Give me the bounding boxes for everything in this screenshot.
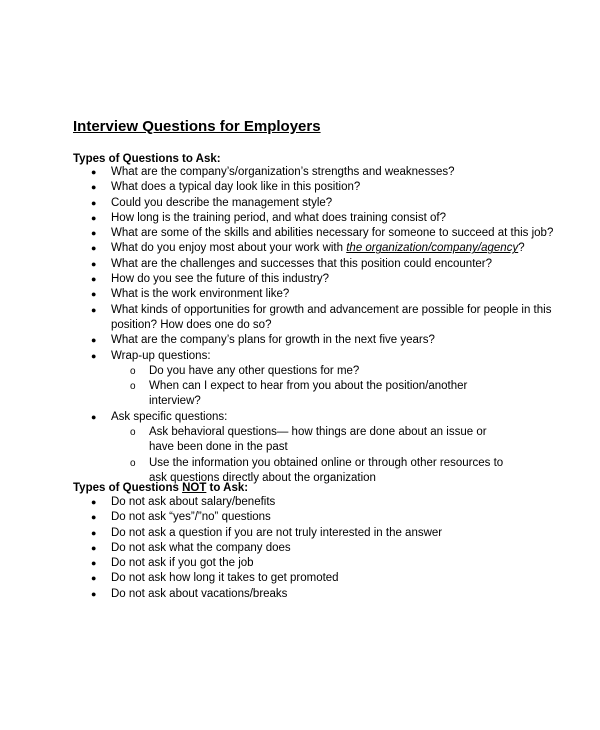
bullet-icon: ● (91, 350, 97, 361)
bullet-icon: ● (91, 167, 97, 177)
bullet-icon: ● (91, 243, 97, 254)
section-heading-not-ask: Types of Questions NOT to Ask: (73, 482, 249, 494)
bullet-icon: ● (91, 258, 97, 269)
list-item: ● Do not ask a question if you are not truly interested in the answer (73, 526, 573, 541)
bullet-icon: ● (91, 289, 97, 300)
bullet-icon: ● (91, 411, 97, 422)
list-item: ● Do not ask about vacations/breaks (73, 587, 573, 602)
bullet-icon: ● (91, 512, 97, 523)
bullet-icon: ● (91, 274, 97, 285)
sub-list-item: o Ask behavioral questions— how things are done about an issue or have been done in the past (130, 426, 487, 454)
list-item: ● Do not ask “yes”/”no” questions (73, 510, 573, 525)
list-item: ● Do not ask about salary/benefits (73, 495, 573, 510)
list-item: ● Ask specific questions: o Ask behavioral questions— how things are done about an issue or have been done in the past o Use the information you obtained online or through other resources to ask questions directly about the organization (73, 410, 573, 486)
list-item: ● Could you describe the management style? (73, 196, 573, 211)
list-item: ● Do not ask what the company does (73, 541, 573, 556)
bullet-icon: ● (91, 573, 97, 584)
bullet-icon: ● (91, 228, 97, 239)
emphasized-text: the organization/company/agency (346, 242, 519, 255)
list-item: ● What do you enjoy most about your work with the organization/company/agency? (73, 241, 573, 256)
list-item: ● How long is the training period, and what does training consist of? (73, 211, 573, 226)
bullet-icon: ● (91, 335, 97, 346)
list-item: ● What kinds of opportunities for growth and advancement are possible for people in this position? How does one do so? (91, 303, 552, 331)
list-item: ● What does a typical day look like in this position? (73, 180, 573, 195)
sub-list-item: o Use the information you obtained online or through other resources to ask questions directly about the organization (130, 456, 504, 484)
list-item: ● What is the work environment like? (73, 287, 573, 302)
bullet-icon: ● (91, 182, 97, 193)
bullet-icon: ● (91, 558, 97, 569)
section-heading-ask: Types of Questions to Ask: (73, 153, 221, 165)
bullet-icon: ● (91, 212, 97, 223)
questions-to-ask-list (73, 165, 573, 486)
bullet-icon: ● (91, 588, 97, 599)
list-item: ● What are some of the skills and abilities necessary for someone to succeed at this job? (73, 226, 573, 241)
sub-bullet-icon: o (130, 457, 136, 469)
wrap-up-sublist (111, 364, 573, 410)
list-item: ● Do not ask how long it takes to get promoted (73, 571, 573, 586)
sub-bullet-icon: o (130, 381, 136, 393)
sub-list-item: o When can I expect to hear from you about the position/another interview? (130, 380, 468, 408)
sub-list-item: o Do you have any other questions for me? (111, 364, 573, 379)
list-item: ● What are the company’s plans for growth in the next five years? (73, 333, 573, 348)
list-item: ● Wrap-up questions: o Do you have any other questions for me? o When can I expect to hear from you about the position/another interview? (73, 349, 573, 410)
bullet-icon: ● (91, 527, 97, 538)
list-item: ● What are the challenges and successes that this position could encounter? (73, 257, 573, 272)
sub-bullet-icon: o (130, 365, 136, 377)
document-title: Interview Questions for Employers (73, 118, 321, 135)
list-item: ● How do you see the future of this industry? (73, 272, 573, 287)
list-item: ● What are the company’s/organization’s strengths and weaknesses? (73, 165, 573, 180)
list-item: ● Do not ask if you got the job (73, 556, 573, 571)
bullet-icon: ● (91, 497, 97, 507)
questions-not-to-ask-list (73, 495, 573, 602)
not-emphasis: NOT (182, 482, 207, 494)
specific-questions-sublist (111, 425, 573, 486)
sub-bullet-icon: o (130, 427, 136, 439)
bullet-icon: ● (91, 304, 97, 315)
bullet-icon: ● (91, 542, 97, 553)
bullet-icon: ● (91, 197, 97, 208)
